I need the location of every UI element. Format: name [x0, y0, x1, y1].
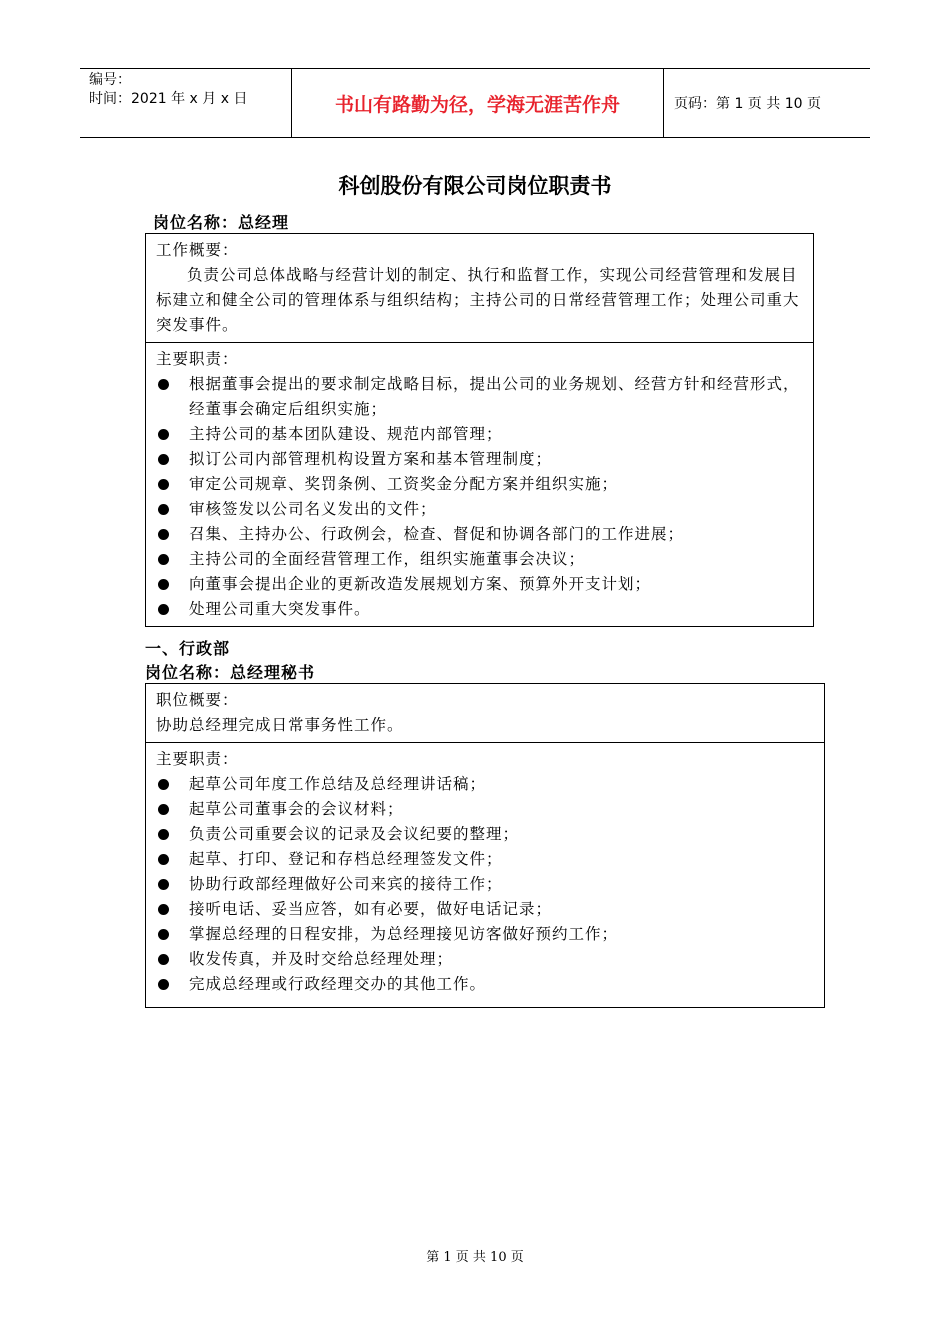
document-time: 时间：2021 年 x 月 x 日: [89, 91, 248, 107]
duty-item: [156, 472, 803, 497]
bullet-icon: [158, 979, 169, 990]
gm-duties-label: 主要职责：: [156, 350, 239, 368]
duty-item: [156, 872, 814, 897]
duty-text: 起草公司年度工作总结及总经理讲话稿；: [189, 775, 487, 793]
bullet-icon: [158, 454, 169, 465]
bullet-icon: [158, 879, 169, 890]
duty-text: 审定公司规章、奖罚条例、工资奖金分配方案并组织实施；: [189, 475, 619, 493]
bullet-icon: [158, 479, 169, 490]
bullet-icon: [158, 429, 169, 440]
duty-text: 召集、主持办公、行政例会，检查、督促和协调各部门的工作进展；: [189, 525, 685, 543]
secretary-duties-list: [156, 772, 814, 997]
duty-text: 协助行政部经理做好公司来宾的接待工作；: [189, 875, 503, 893]
bullet-icon: [158, 504, 169, 515]
bullet-icon: [158, 529, 169, 540]
duty-item: [156, 847, 814, 872]
header-page-info: 页码：第 1 页 共 10 页: [674, 96, 821, 112]
gm-table: [145, 233, 814, 627]
gm-overview-cell: [146, 234, 813, 343]
bullet-icon: [158, 579, 169, 590]
duty-item: [156, 572, 803, 597]
gm-post-name: 岗位名称：总经理: [153, 213, 290, 232]
bullet-icon: [158, 604, 169, 615]
gm-overview-label: 工作概要：: [156, 241, 239, 259]
bullet-icon: [158, 954, 169, 965]
duty-item: [156, 497, 803, 522]
secretary-duties-cell: [146, 743, 824, 1001]
duty-item: [156, 597, 803, 622]
bullet-icon: [158, 379, 169, 390]
gm-overview-text: 负责公司总体战略与经营计划的制定、执行和监督工作，实现公司经营管理和发展目标建立和健全公司的管理体系与组织结构；主持公司的日常经营管理工作；处理公司重大突发事件。: [156, 266, 800, 334]
secretary-table: [145, 683, 825, 1008]
duty-text: 主持公司的全面经营管理工作，组织实施董事会决议；: [189, 550, 586, 568]
document-title: 科创股份有限公司岗位职责书: [338, 174, 612, 198]
bullet-icon: [158, 929, 169, 940]
duty-item: [156, 897, 814, 922]
duty-item: [156, 372, 803, 422]
bullet-icon: [158, 904, 169, 915]
page-footer: 第 1 页 共 10 页: [426, 1250, 524, 1265]
duty-text: 掌握总经理的日程安排，为总经理接见访客做好预约工作；: [189, 925, 619, 943]
duty-text: 处理公司重大突发事件。: [189, 600, 371, 618]
bullet-icon: [158, 854, 169, 865]
duty-item: [156, 797, 814, 822]
secretary-overview-cell: [146, 684, 824, 743]
header-motto: 书山有路勤为径，学海无涯苦作舟: [292, 69, 664, 137]
duty-text: 审核签发以公司名义发出的文件；: [189, 500, 437, 518]
duty-text: 根据董事会提出的要求制定战略目标，提出公司的业务规划、经营方针和经营形式，经董事会确定后组织实施；: [189, 375, 800, 418]
bullet-icon: [158, 804, 169, 815]
duty-text: 向董事会提出企业的更新改造发展规划方案、预算外开支计划；: [189, 575, 652, 593]
bullet-icon: [158, 779, 169, 790]
secretary-post-name: 岗位名称：总经理秘书: [145, 663, 316, 682]
duty-text: 起草、打印、登记和存档总经理签发文件；: [189, 850, 503, 868]
gm-duties-list: [156, 372, 803, 622]
duty-text: 起草公司董事会的会议材料；: [189, 800, 404, 818]
duty-text: 负责公司重要会议的记录及会议纪要的整理；: [189, 825, 520, 843]
duty-item: [156, 772, 814, 797]
duty-item: [156, 447, 803, 472]
duty-text: 收发传真，并及时交给总经理处理；: [189, 950, 454, 968]
section-title-admin: 一、行政部: [145, 639, 231, 658]
duty-item: [156, 547, 803, 572]
duty-text: 完成总经理或行政经理交办的其他工作。: [189, 975, 487, 993]
page-header: [80, 68, 870, 138]
bullet-icon: [158, 554, 169, 565]
secretary-overview-label: 职位概要：: [156, 691, 239, 709]
document-number: 编号：: [89, 72, 131, 88]
duty-text: 接听电话、妥当应答，如有必要，做好电话记录；: [189, 900, 553, 918]
gm-duties-cell: [146, 343, 813, 626]
duty-item: [156, 922, 814, 947]
header-meta: [80, 69, 292, 137]
duty-item: [156, 422, 803, 447]
duty-text: 主持公司的基本团队建设、规范内部管理；: [189, 425, 503, 443]
duty-item: [156, 822, 814, 847]
duty-text: 拟订公司内部管理机构设置方案和基本管理制度；: [189, 450, 553, 468]
duty-item: [156, 522, 803, 547]
secretary-duties-label: 主要职责：: [156, 750, 239, 768]
duty-item: [156, 947, 814, 972]
secretary-overview-text: 协助总经理完成日常事务性工作。: [156, 716, 404, 734]
duty-item: [156, 972, 814, 997]
bullet-icon: [158, 829, 169, 840]
